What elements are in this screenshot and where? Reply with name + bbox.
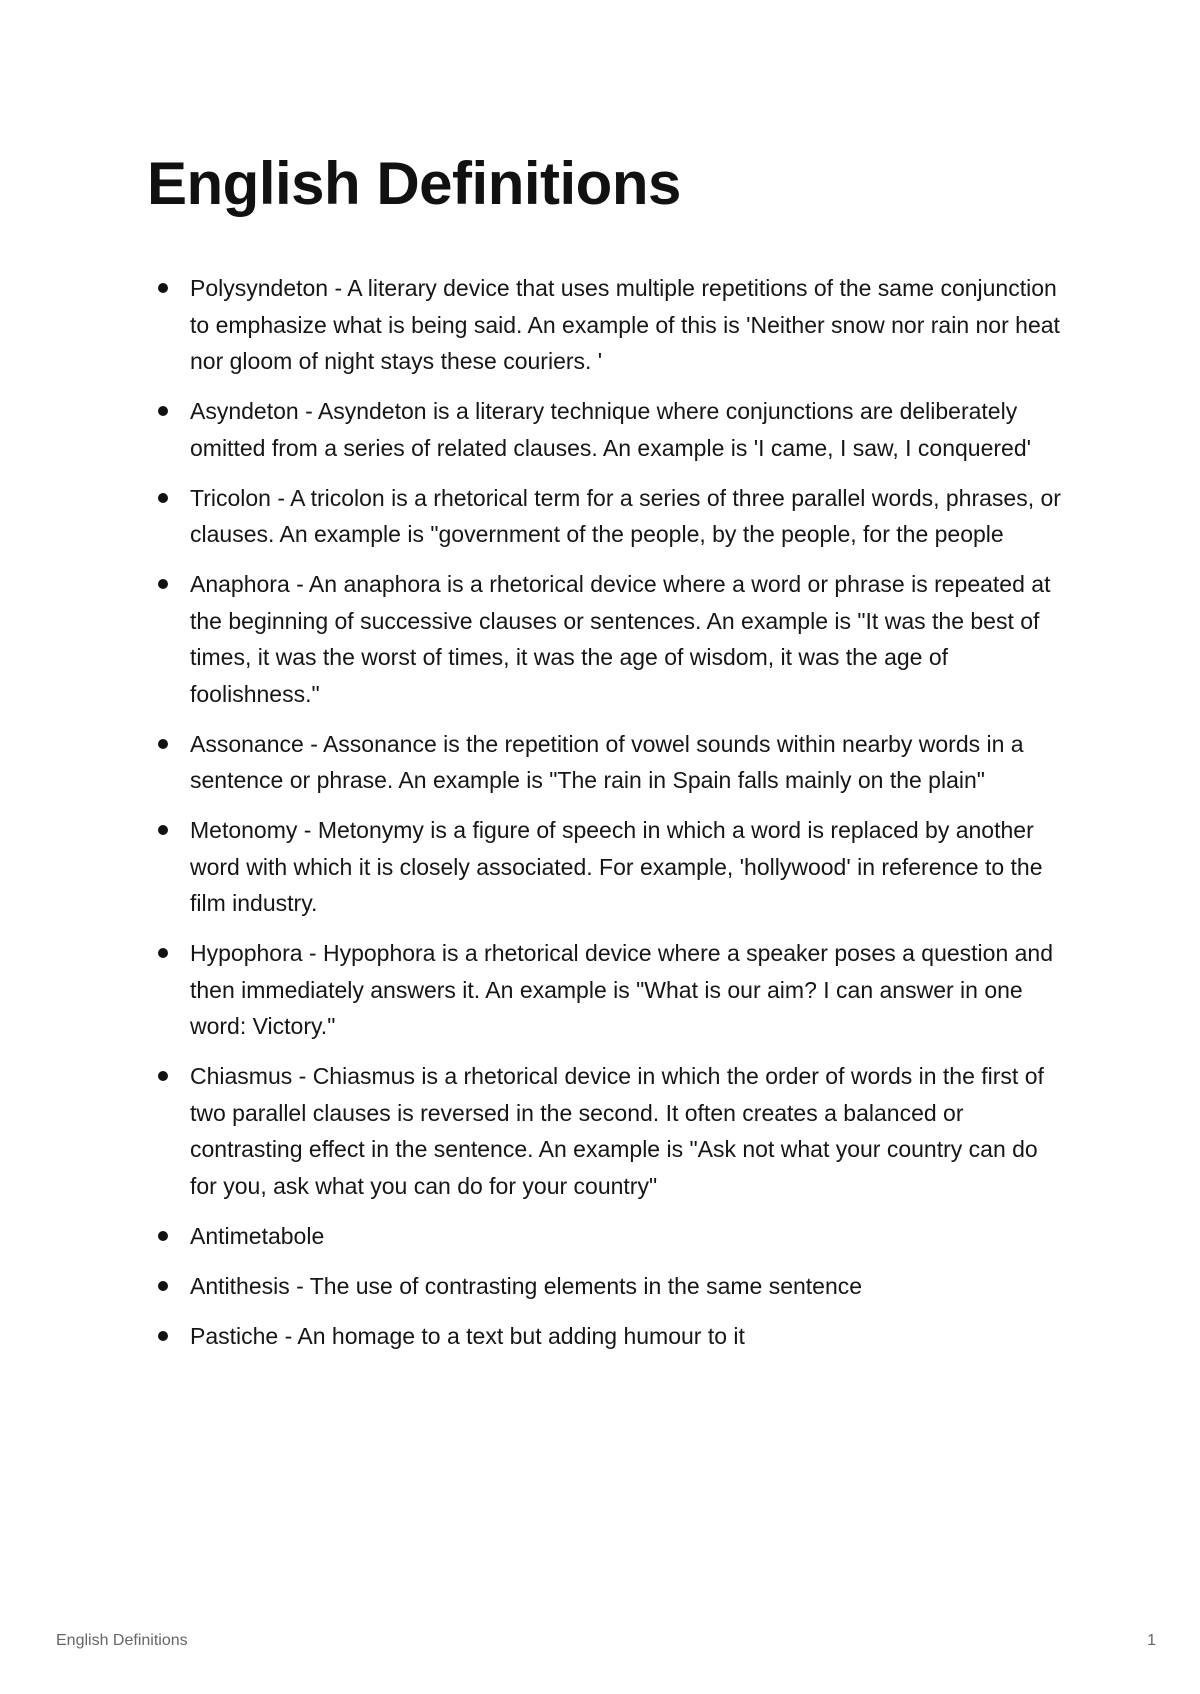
bullet-icon xyxy=(158,1071,168,1081)
bullet-icon xyxy=(158,493,168,503)
bullet-icon xyxy=(158,579,168,589)
bullet-icon xyxy=(158,825,168,835)
bullet-icon xyxy=(158,406,168,416)
definition-item-assonance xyxy=(150,726,1070,799)
footer-doc-title: English Definitions xyxy=(56,1632,188,1649)
definition-text: Anaphora - An anaphora is a rhetorical device where a word or phrase is repeated at the beginning of successive clauses or sentences. An example is "It was the best of times, it was the worst of times, it was the age of wisdom, it was the age of foolishness." xyxy=(190,571,1051,707)
page-title: English Definitions xyxy=(147,150,681,217)
definition-item-asyndeton xyxy=(150,393,1070,466)
definition-text: Assonance - Assonance is the repetition of vowel sounds within nearby words in a sentence or phrase. An example is "The rain in Spain falls mainly on the plain" xyxy=(190,730,1024,793)
definition-item-metonomy xyxy=(150,812,1070,922)
definition-text: Polysyndeton - A literary device that uses multiple repetitions of the same conjunction to emphasize what is being said. An example of this is 'Neither snow nor rain nor heat nor gloom of night stays these couriers. ' xyxy=(190,275,1060,374)
definition-text: Pastiche - An homage to a text but adding humour to it xyxy=(190,1322,745,1349)
definition-text: Metonomy - Metonymy is a figure of speech in which a word is replaced by another word with which it is closely associated. For example, 'hollywood' in reference to the film industry. xyxy=(190,817,1043,916)
definition-item-hypophora xyxy=(150,935,1070,1045)
definition-text: Antimetabole xyxy=(190,1222,325,1249)
definition-text: Antithesis - The use of contrasting elements in the same sentence xyxy=(190,1272,863,1299)
definition-text: Hypophora - Hypophora is a rhetorical device where a speaker poses a question and then immediately answers it. An example is "What is our aim? I can answer in one word: Victory." xyxy=(190,940,1054,1039)
definition-item-tricolon xyxy=(150,480,1070,553)
definition-item-polysyndeton xyxy=(150,270,1070,380)
bullet-icon xyxy=(158,739,168,749)
definition-item-anaphora xyxy=(150,566,1070,712)
bullet-icon xyxy=(158,948,168,958)
definition-text: Tricolon - A tricolon is a rhetorical term for a series of three parallel words, phrases, or clauses. An example is "government of the people, by the people, for the people xyxy=(190,484,1061,547)
definition-item-antithesis xyxy=(150,1268,1070,1305)
definition-text: Chiasmus - Chiasmus is a rhetorical device in which the order of words in the first of two parallel clauses is reversed in the second. It often creates a balanced or contrasting effect in the sentence. An example is "Ask not what your country can do for you, ask what you can do for your country" xyxy=(190,1063,1044,1199)
definitions-list xyxy=(150,270,1070,1368)
definition-item-pastiche xyxy=(150,1318,1070,1355)
bullet-icon xyxy=(158,283,168,293)
definition-text: Asyndeton - Asyndeton is a literary technique where conjunctions are deliberately omitted from a series of related clauses. An example is 'I came, I saw, I conquered' xyxy=(190,398,1032,461)
definition-item-antimetabole xyxy=(150,1218,1070,1255)
bullet-icon xyxy=(158,1231,168,1241)
bullet-icon xyxy=(158,1281,168,1291)
definition-item-chiasmus xyxy=(150,1058,1070,1204)
bullet-icon xyxy=(158,1331,168,1341)
footer-page-number: 1 xyxy=(1147,1632,1156,1649)
